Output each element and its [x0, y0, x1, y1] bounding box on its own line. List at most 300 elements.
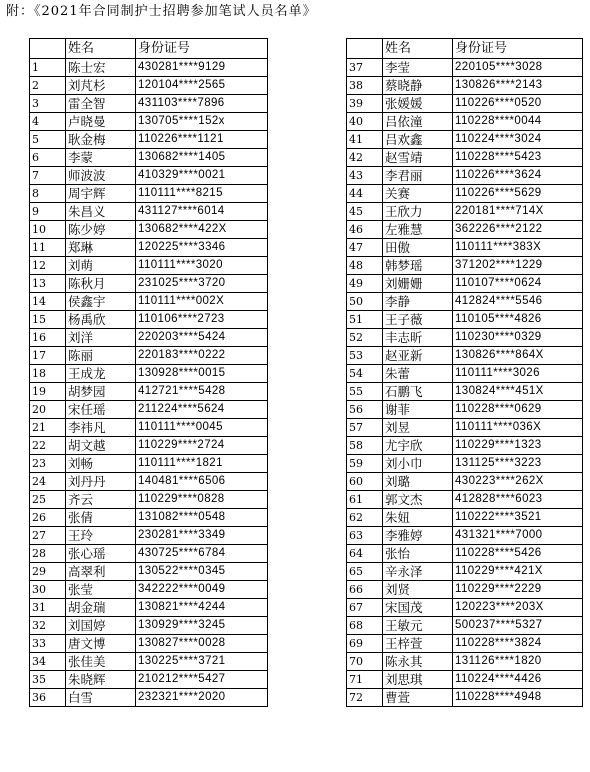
table-row	[30, 293, 268, 311]
id-number-cell: 130821****4244	[136, 599, 268, 617]
row-number-cell: 53	[347, 347, 383, 365]
name-cell: 张莹	[66, 581, 136, 599]
row-number-cell: 60	[347, 473, 383, 491]
table-row	[30, 347, 268, 365]
name-cell: 刘芃杉	[66, 77, 136, 95]
row-number-cell: 17	[30, 347, 66, 365]
id-number-cell: 110229****2724	[136, 437, 268, 455]
table-row	[347, 167, 583, 185]
id-number-cell: 130705****152x	[136, 113, 268, 131]
id-number-cell: 110229****1323	[453, 437, 583, 455]
name-cell: 王欣力	[383, 203, 453, 221]
id-number-cell: 130928****0015	[136, 365, 268, 383]
name-cell: 李莹	[383, 59, 453, 77]
header-row	[347, 39, 583, 59]
table-row	[347, 653, 583, 671]
row-number-cell: 20	[30, 401, 66, 419]
header-id-cell: 身份证号	[453, 39, 583, 59]
table-row	[347, 113, 583, 131]
name-cell: 关赛	[383, 185, 453, 203]
header-number-cell	[347, 39, 383, 59]
id-number-cell: 130225****3721	[136, 653, 268, 671]
table-row	[30, 257, 268, 275]
roster-table-left	[29, 38, 268, 707]
row-number-cell: 50	[347, 293, 383, 311]
id-number-cell: 110229****0828	[136, 491, 268, 509]
table-row	[347, 203, 583, 221]
name-cell: 齐云	[66, 491, 136, 509]
table-row	[347, 527, 583, 545]
id-number-cell: 110111****1821	[136, 455, 268, 473]
id-number-cell: 131126****1820	[453, 653, 583, 671]
id-number-cell: 110226****1121	[136, 131, 268, 149]
row-number-cell: 66	[347, 581, 383, 599]
row-number-cell: 64	[347, 545, 383, 563]
row-number-cell: 39	[347, 95, 383, 113]
header-name-cell: 姓名	[66, 39, 136, 59]
row-number-cell: 12	[30, 257, 66, 275]
row-number-cell: 47	[347, 239, 383, 257]
row-number-cell: 2	[30, 77, 66, 95]
row-number-cell: 6	[30, 149, 66, 167]
table-row	[347, 257, 583, 275]
name-cell: 王成龙	[66, 365, 136, 383]
row-number-cell: 57	[347, 419, 383, 437]
name-cell: 李雅婷	[383, 527, 453, 545]
name-cell: 王子薇	[383, 311, 453, 329]
id-number-cell: 431127****6014	[136, 203, 268, 221]
table-row	[347, 455, 583, 473]
name-cell: 刘璐	[383, 473, 453, 491]
row-number-cell: 71	[347, 671, 383, 689]
row-number-cell: 28	[30, 545, 66, 563]
table-row	[347, 347, 583, 365]
id-number-cell: 110111****8215	[136, 185, 268, 203]
name-cell: 王梓萱	[383, 635, 453, 653]
row-number-cell: 35	[30, 671, 66, 689]
id-number-cell: 130826****2143	[453, 77, 583, 95]
id-number-cell: 500237****5327	[453, 617, 583, 635]
name-cell: 李祎凡	[66, 419, 136, 437]
id-number-cell: 110106****2723	[136, 311, 268, 329]
id-number-cell: 230281****3349	[136, 527, 268, 545]
id-number-cell: 342222****0049	[136, 581, 268, 599]
table-row	[30, 239, 268, 257]
row-number-cell: 11	[30, 239, 66, 257]
row-number-cell: 56	[347, 401, 383, 419]
name-cell: 石鹏飞	[383, 383, 453, 401]
row-number-cell: 23	[30, 455, 66, 473]
id-number-cell: 110111****036X	[453, 419, 583, 437]
row-number-cell: 36	[30, 689, 66, 707]
table-row	[347, 545, 583, 563]
id-number-cell: 110228****5423	[453, 149, 583, 167]
name-cell: 刘萌	[66, 257, 136, 275]
id-number-cell: 110111****0045	[136, 419, 268, 437]
name-cell: 朱晓辉	[66, 671, 136, 689]
name-cell: 陈秋月	[66, 275, 136, 293]
id-number-cell: 430725****6784	[136, 545, 268, 563]
row-number-cell: 70	[347, 653, 383, 671]
name-cell: 刘国婷	[66, 617, 136, 635]
table-row	[347, 293, 583, 311]
name-cell: 刘思琪	[383, 671, 453, 689]
id-number-cell: 130522****0345	[136, 563, 268, 581]
table-row	[30, 221, 268, 239]
row-number-cell: 34	[30, 653, 66, 671]
table-row	[30, 365, 268, 383]
name-cell: 胡文越	[66, 437, 136, 455]
table-row	[30, 401, 268, 419]
id-number-cell: 110111****383X	[453, 239, 583, 257]
table-row	[347, 419, 583, 437]
id-number-cell: 130826****864X	[453, 347, 583, 365]
id-number-cell: 430223****262X	[453, 473, 583, 491]
id-number-cell: 431321****7000	[453, 527, 583, 545]
id-number-cell: 120104****2565	[136, 77, 268, 95]
id-number-cell: 110224****4426	[453, 671, 583, 689]
id-number-cell: 210212****5427	[136, 671, 268, 689]
table-row	[30, 131, 268, 149]
id-number-cell: 211224****5624	[136, 401, 268, 419]
name-cell: 王敏元	[383, 617, 453, 635]
table-row	[347, 617, 583, 635]
id-number-cell: 220183****0222	[136, 347, 268, 365]
header-row	[30, 39, 268, 59]
name-cell: 朱妞	[383, 509, 453, 527]
id-number-cell: 110111****3020	[136, 257, 268, 275]
name-cell: 张怡	[383, 545, 453, 563]
id-number-cell: 110224****3024	[453, 131, 583, 149]
name-cell: 田傲	[383, 239, 453, 257]
table-row	[347, 131, 583, 149]
table-row	[30, 689, 268, 707]
name-cell: 辛永泽	[383, 563, 453, 581]
id-number-cell: 110226****0520	[453, 95, 583, 113]
document-title: 附：《2021年合同制护士招聘参加笔试人员名单》	[6, 4, 317, 19]
id-number-cell: 412721****5428	[136, 383, 268, 401]
row-number-cell: 21	[30, 419, 66, 437]
row-number-cell: 4	[30, 113, 66, 131]
table-row	[30, 383, 268, 401]
name-cell: 张倩	[66, 509, 136, 527]
row-number-cell: 38	[347, 77, 383, 95]
row-number-cell: 55	[347, 383, 383, 401]
id-number-cell: 110111****002X	[136, 293, 268, 311]
id-number-cell: 231025****3720	[136, 275, 268, 293]
roster-table-right	[346, 38, 583, 707]
name-cell: 左雅慧	[383, 221, 453, 239]
table-row	[347, 149, 583, 167]
id-number-cell: 410329****0021	[136, 167, 268, 185]
roster-body-left	[30, 39, 268, 707]
table-row	[30, 59, 268, 77]
row-number-cell: 52	[347, 329, 383, 347]
table-row	[30, 203, 268, 221]
row-number-cell: 69	[347, 635, 383, 653]
name-cell: 唐文博	[66, 635, 136, 653]
id-number-cell: 110228****3824	[453, 635, 583, 653]
table-row	[30, 167, 268, 185]
table-row	[30, 149, 268, 167]
name-cell: 周宇辉	[66, 185, 136, 203]
table-row	[347, 185, 583, 203]
id-number-cell: 220203****5424	[136, 329, 268, 347]
name-cell: 郭文杰	[383, 491, 453, 509]
row-number-cell: 24	[30, 473, 66, 491]
name-cell: 宋任瑶	[66, 401, 136, 419]
row-number-cell: 13	[30, 275, 66, 293]
table-row	[347, 509, 583, 527]
row-number-cell: 51	[347, 311, 383, 329]
row-number-cell: 18	[30, 365, 66, 383]
table-row	[347, 383, 583, 401]
row-number-cell: 30	[30, 581, 66, 599]
table-row	[347, 581, 583, 599]
id-number-cell: 110229****421X	[453, 563, 583, 581]
row-number-cell: 25	[30, 491, 66, 509]
row-number-cell: 63	[347, 527, 383, 545]
name-cell: 师波波	[66, 167, 136, 185]
row-number-cell: 46	[347, 221, 383, 239]
row-number-cell: 27	[30, 527, 66, 545]
id-number-cell: 131082****0548	[136, 509, 268, 527]
table-row	[30, 473, 268, 491]
table-row	[30, 419, 268, 437]
name-cell: 胡梦园	[66, 383, 136, 401]
header-number-cell	[30, 39, 66, 59]
id-number-cell: 110222****3521	[453, 509, 583, 527]
id-number-cell: 362226****2122	[453, 221, 583, 239]
table-row	[30, 437, 268, 455]
table-row	[30, 653, 268, 671]
id-number-cell: 110228****4948	[453, 689, 583, 707]
table-row	[30, 491, 268, 509]
table-row	[347, 311, 583, 329]
name-cell: 陈永其	[383, 653, 453, 671]
name-cell: 刘姗姗	[383, 275, 453, 293]
row-number-cell: 7	[30, 167, 66, 185]
name-cell: 陈少婷	[66, 221, 136, 239]
row-number-cell: 14	[30, 293, 66, 311]
table-row	[30, 671, 268, 689]
id-number-cell: 131125****3223	[453, 455, 583, 473]
table-row	[30, 329, 268, 347]
table-row	[30, 581, 268, 599]
id-number-cell: 110111****3026	[453, 365, 583, 383]
row-number-cell: 8	[30, 185, 66, 203]
table-row	[347, 563, 583, 581]
name-cell: 陈丽	[66, 347, 136, 365]
table-row	[347, 473, 583, 491]
row-number-cell: 45	[347, 203, 383, 221]
id-number-cell: 110228****5426	[453, 545, 583, 563]
name-cell: 韩梦瑶	[383, 257, 453, 275]
row-number-cell: 62	[347, 509, 383, 527]
name-cell: 刘丹丹	[66, 473, 136, 491]
id-number-cell: 120225****3346	[136, 239, 268, 257]
table-row	[30, 509, 268, 527]
name-cell: 高翠利	[66, 563, 136, 581]
row-number-cell: 65	[347, 563, 383, 581]
name-cell: 王玲	[66, 527, 136, 545]
name-cell: 张佳美	[66, 653, 136, 671]
name-cell: 朱蕾	[383, 365, 453, 383]
row-number-cell: 15	[30, 311, 66, 329]
id-number-cell: 220181****714X	[453, 203, 583, 221]
header-id-cell: 身份证号	[136, 39, 268, 59]
row-number-cell: 58	[347, 437, 383, 455]
row-number-cell: 68	[347, 617, 383, 635]
id-number-cell: 110226****3624	[453, 167, 583, 185]
id-number-cell: 110107****0624	[453, 275, 583, 293]
row-number-cell: 41	[347, 131, 383, 149]
id-number-cell: 431103****7896	[136, 95, 268, 113]
name-cell: 丰志昕	[383, 329, 453, 347]
name-cell: 陈士宏	[66, 59, 136, 77]
name-cell: 蔡晓静	[383, 77, 453, 95]
name-cell: 张心瑶	[66, 545, 136, 563]
name-cell: 胡金瑞	[66, 599, 136, 617]
table-row	[30, 545, 268, 563]
name-cell: 曹萱	[383, 689, 453, 707]
row-number-cell: 49	[347, 275, 383, 293]
row-number-cell: 10	[30, 221, 66, 239]
id-number-cell: 110228****0044	[453, 113, 583, 131]
row-number-cell: 61	[347, 491, 383, 509]
row-number-cell: 48	[347, 257, 383, 275]
id-number-cell: 110230****0329	[453, 329, 583, 347]
name-cell: 朱昌义	[66, 203, 136, 221]
row-number-cell: 67	[347, 599, 383, 617]
table-row	[347, 401, 583, 419]
row-number-cell: 3	[30, 95, 66, 113]
name-cell: 刘昱	[383, 419, 453, 437]
name-cell: 赵雪靖	[383, 149, 453, 167]
name-cell: 赵亚新	[383, 347, 453, 365]
table-row	[30, 599, 268, 617]
table-row	[30, 275, 268, 293]
id-number-cell: 110105****4826	[453, 311, 583, 329]
name-cell: 尤宇欣	[383, 437, 453, 455]
name-cell: 谢菲	[383, 401, 453, 419]
row-number-cell: 19	[30, 383, 66, 401]
table-row	[347, 689, 583, 707]
table-row	[347, 95, 583, 113]
name-cell: 李静	[383, 293, 453, 311]
name-cell: 杨禹欣	[66, 311, 136, 329]
header-name-cell: 姓名	[383, 39, 453, 59]
table-row	[347, 635, 583, 653]
table-row	[30, 95, 268, 113]
row-number-cell: 5	[30, 131, 66, 149]
name-cell: 李君丽	[383, 167, 453, 185]
row-number-cell: 43	[347, 167, 383, 185]
id-number-cell: 130682****422X	[136, 221, 268, 239]
table-row	[30, 113, 268, 131]
name-cell: 侯鑫宇	[66, 293, 136, 311]
table-row	[347, 59, 583, 77]
name-cell: 刘畅	[66, 455, 136, 473]
table-row	[347, 221, 583, 239]
name-cell: 吕依潼	[383, 113, 453, 131]
table-row	[347, 275, 583, 293]
table-row	[30, 185, 268, 203]
id-number-cell: 371202****1229	[453, 257, 583, 275]
id-number-cell: 412828****6023	[453, 491, 583, 509]
table-row	[347, 365, 583, 383]
table-row	[347, 491, 583, 509]
name-cell: 刘小巾	[383, 455, 453, 473]
row-number-cell: 31	[30, 599, 66, 617]
row-number-cell: 44	[347, 185, 383, 203]
row-number-cell: 1	[30, 59, 66, 77]
table-row	[30, 527, 268, 545]
row-number-cell: 42	[347, 149, 383, 167]
table-row	[30, 77, 268, 95]
row-number-cell: 54	[347, 365, 383, 383]
name-cell: 卢晓曼	[66, 113, 136, 131]
table-row	[347, 77, 583, 95]
table-row	[30, 563, 268, 581]
id-number-cell: 412824****5546	[453, 293, 583, 311]
table-row	[30, 455, 268, 473]
row-number-cell: 26	[30, 509, 66, 527]
id-number-cell: 130929****3245	[136, 617, 268, 635]
table-row	[347, 671, 583, 689]
name-cell: 吕欢鑫	[383, 131, 453, 149]
table-row	[347, 437, 583, 455]
table-row	[30, 635, 268, 653]
name-cell: 白雪	[66, 689, 136, 707]
id-number-cell: 110229****2229	[453, 581, 583, 599]
row-number-cell: 59	[347, 455, 383, 473]
id-number-cell: 130824****451X	[453, 383, 583, 401]
id-number-cell: 140481****6506	[136, 473, 268, 491]
name-cell: 耿金梅	[66, 131, 136, 149]
id-number-cell: 110228****0629	[453, 401, 583, 419]
table-row	[347, 329, 583, 347]
table-row	[30, 617, 268, 635]
id-number-cell: 430281****9129	[136, 59, 268, 77]
table-row	[347, 599, 583, 617]
name-cell: 郑琳	[66, 239, 136, 257]
id-number-cell: 130827****0028	[136, 635, 268, 653]
name-cell: 刘洋	[66, 329, 136, 347]
name-cell: 雷全智	[66, 95, 136, 113]
row-number-cell: 9	[30, 203, 66, 221]
row-number-cell: 16	[30, 329, 66, 347]
id-number-cell: 130682****1405	[136, 149, 268, 167]
row-number-cell: 22	[30, 437, 66, 455]
row-number-cell: 40	[347, 113, 383, 131]
row-number-cell: 72	[347, 689, 383, 707]
roster-body-right	[347, 39, 583, 707]
id-number-cell: 110226****5629	[453, 185, 583, 203]
row-number-cell: 33	[30, 635, 66, 653]
row-number-cell: 29	[30, 563, 66, 581]
table-row	[30, 311, 268, 329]
table-row	[347, 239, 583, 257]
name-cell: 刘贤	[383, 581, 453, 599]
id-number-cell: 220105****3028	[453, 59, 583, 77]
name-cell: 张媛媛	[383, 95, 453, 113]
name-cell: 宋国茂	[383, 599, 453, 617]
row-number-cell: 32	[30, 617, 66, 635]
id-number-cell: 232321****2020	[136, 689, 268, 707]
name-cell: 李蒙	[66, 149, 136, 167]
id-number-cell: 120223****203X	[453, 599, 583, 617]
